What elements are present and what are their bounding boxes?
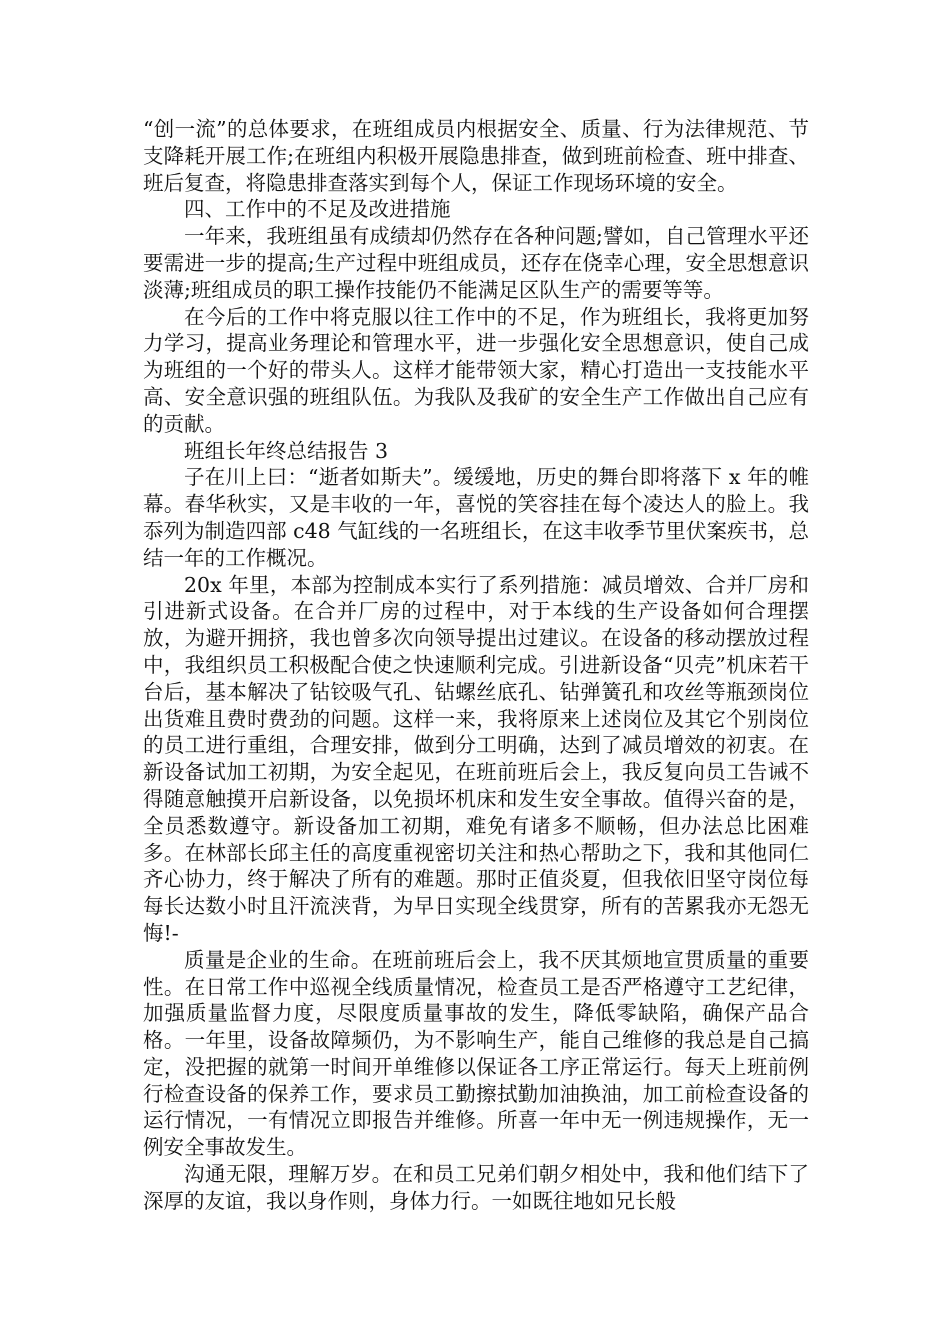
section-heading-shortcomings: 四、工作中的不足及改进措施: [184, 197, 451, 222]
paragraph-6: 子在川上曰：“逝者如斯夫”。缓缓地，历史的舞台即将落下 x 年的帷幕。春华秋实，又是丰收的一年，喜悦的笑容挂在每个凌达人的脸上。我忝列为制造四部 c48 气缸线的一名班组长，在这丰收季节里伏案疾书，总结一年的工作概况。: [143, 465, 809, 570]
paragraph-3: 一年来，我班组虽有成绩却仍然存在各种问题;譬如，自己管理水平还要需进一步的提高;生产过程中班组成员，还存在侥幸心理，安全思想意识淡薄;班组成员的职工操作技能仍不能满足区队生产的需要等等。: [143, 224, 809, 302]
paragraph-1: “创一流”的总体要求，在班组成员内根据安全、质量、行为法律规范、节支降耗开展工作;在班组内积极开展隐患排查，做到班前检查、班中排查、班后复查，将隐患排查落实到每个人，保证工作现场环境的安全。: [143, 117, 809, 195]
paragraph-8: 质量是企业的生命。在班前班后会上，我不厌其烦地宣贯质量的重要性。在日常工作中巡视全线质量情况，检查员工是否严格遵守工艺纪律，加强质量监督力度，尽限度质量事故的发生，降低零缺陷，确保产品合格。一年里，设备故障频仍，为不影响生产，能自己维修的我总是自己搞定，没把握的就第一时间开单维修以保证各工序正常运行。每天上班前例行检查设备的保养工作，要求员工勤擦拭勤加油换油，加工前检查设备的运行情况，一有情况立即报告并维修。所喜一年中无一例违规操作，无一例安全事故发生。: [143, 947, 809, 1160]
paragraph-4: 在今后的工作中将克服以往工作中的不足，作为班组长，我将更加努力学习，提高业务理论和管理水平，进一步强化安全思想意识，使自己成为班组的一个好的带头人。这样才能带领大家，精心打造出一支技能水平高、安全意识强的班组队伍。为我队及我矿的安全生产工作做出自己应有的贡献。: [143, 304, 809, 436]
paragraph-7: 20x 年里，本部为控制成本实行了系列措施：减员增效、合并厂房和引进新式设备。在合并厂房的过程中，对于本线的生产设备如何合理摆放，为避开拥挤，我也曾多次向领导提出过建议。在设备的移动摆放过程中，我组织员工积极配合使之快速顺利完成。引进新设备“贝壳”机床若干台后，基本解决了钻铰吸气孔、钻螺丝底孔、钻弹簧孔和攻丝等瓶颈岗位出货难且费时费劲的问题。这样一来，我将原来上述岗位及其它个别岗位的员工进行重组，合理安排，做到分工明确，达到了减员增效的初衷。在新设备试加工初期，为安全起见，在班前班后会上，我反复向员工告诫不得随意触摸开启新设备，以免损坏机床和发生安全事故。值得兴奋的是，全员悉数遵守。新设备加工初期，难免有诸多不顺畅，但办法总比困难多。在林部长邱主任的高度重视密切关注和热心帮助之下，我和其他同仁齐心协力，终于解决了所有的难题。那时正值炎夏，但我依旧坚守岗位每每长达数小时且汗流浃背，为早日实现全线贯穿，所有的苦累我亦无怨无悔!-: [143, 572, 809, 945]
report-title-3: 班组长年终总结报告 3: [184, 438, 389, 463]
document-body: [143, 116, 809, 1215]
paragraph-9: 沟通无限，理解万岁。在和员工兄弟们朝夕相处中，我和他们结下了深厚的友谊，我以身作则，身体力行。一如既往地如兄长般: [143, 1162, 809, 1213]
